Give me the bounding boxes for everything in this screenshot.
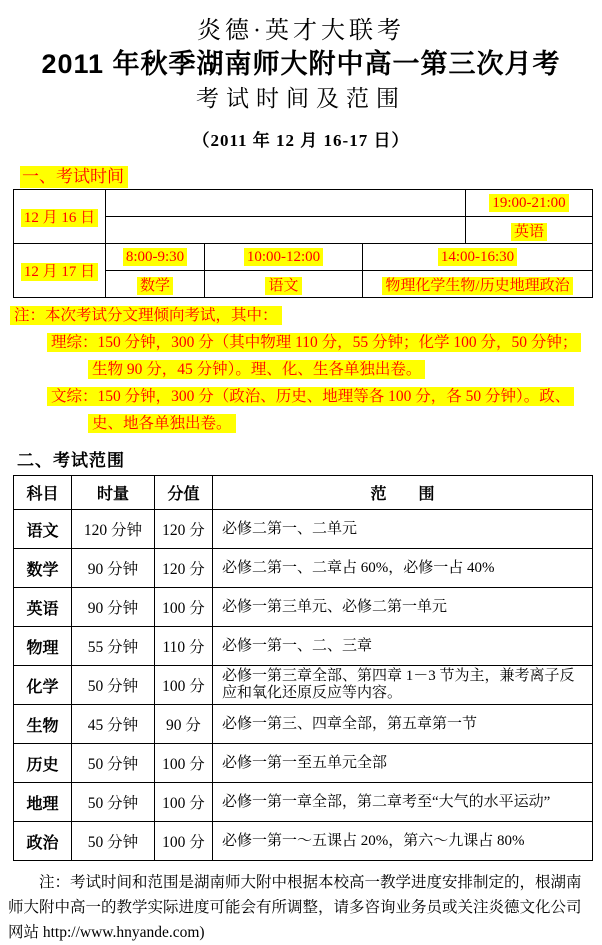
table-row xyxy=(14,510,593,549)
subject-cell: 英语 xyxy=(14,588,72,627)
evening-subject-text: 英语 xyxy=(511,223,547,241)
scope-cell: 必修一第一章全部，第二章考至“大气的水平运动” xyxy=(213,783,593,822)
section1-heading xyxy=(20,162,602,187)
exam-scope-table-wrap xyxy=(13,475,602,861)
note-line-text: 注：本次考试分文理倾向考试，其中： xyxy=(10,306,282,325)
header-subject: 科目 xyxy=(14,476,72,510)
duration-cell: 90 分钟 xyxy=(72,588,155,627)
slot1-subject-cell xyxy=(106,271,205,298)
subject-cell: 地理 xyxy=(14,783,72,822)
subject-cell: 语文 xyxy=(14,510,72,549)
scope-cell: 必修一第三、四章全部，第五章第一节 xyxy=(213,705,593,744)
subject-cell: 物理 xyxy=(14,627,72,666)
duration-cell: 120 分钟 xyxy=(72,510,155,549)
note-line xyxy=(47,333,602,353)
table-header-row xyxy=(14,476,593,510)
table-row xyxy=(14,705,593,744)
slot3-subject-cell xyxy=(363,271,593,298)
section2-heading: 二、考试范围 xyxy=(17,451,125,470)
scope-cell: 必修一第一～五课占 20%，第六～九课占 80% xyxy=(213,822,593,861)
scope-cell: 必修二第一、二章占 60%，必修一占 40% xyxy=(213,549,593,588)
subject-cell: 化学 xyxy=(14,666,72,705)
subject-cell: 生物 xyxy=(14,705,72,744)
header-score: 分值 xyxy=(155,476,213,510)
evening-subject-cell xyxy=(466,217,593,244)
table-row xyxy=(14,666,593,705)
scope-cell: 必修一第一至五单元全部 xyxy=(213,744,593,783)
note-line xyxy=(10,306,602,326)
table-row xyxy=(14,244,593,271)
empty-cell xyxy=(106,190,466,217)
slot3-subject-text: 物理化学生物/历史地理政治 xyxy=(382,277,572,295)
duration-cell: 90 分钟 xyxy=(72,549,155,588)
table-row xyxy=(14,744,593,783)
duration-cell: 50 分钟 xyxy=(72,666,155,705)
main-title: 2011 年秋季湖南师大附中高一第三次月考 xyxy=(41,49,561,79)
slot2-time-cell xyxy=(205,244,363,271)
exam-notes xyxy=(0,306,602,434)
empty-cell xyxy=(106,217,466,244)
header-scope: 范 围 xyxy=(213,476,593,510)
footer-note: 注：考试时间和范围是湖南师大附中根据本校高一教学进度安排制定的，根湖南师大附中高一的教学实际进度可能会有所调整，请多咨询业务员或关注炎德文化公司网站 http://www.hnyande.com) xyxy=(8,874,582,941)
date-dec17-text: 12 月 17 日 xyxy=(21,263,98,281)
table-row xyxy=(14,627,593,666)
table-row xyxy=(14,190,593,217)
slot2-subject-cell xyxy=(205,271,363,298)
subject-cell: 数学 xyxy=(14,549,72,588)
scope-cell: 必修一第三单元、必修二第一单元 xyxy=(213,588,593,627)
exam-time-table xyxy=(13,189,593,298)
slot2-subject-text: 语文 xyxy=(265,277,301,295)
date-dec16-text: 12 月 16 日 xyxy=(21,209,98,227)
exam-time-table-wrap xyxy=(13,189,602,298)
brand-title: 炎德·英才大联考 xyxy=(197,18,405,44)
note-line xyxy=(88,360,602,380)
date-cell-dec17 xyxy=(14,244,106,298)
scope-cell: 必修一第三章全部、第四章 1－3 节为主，兼考离子反应和氧化还原反应等内容。 xyxy=(213,666,593,705)
slot3-time-text: 14:00-16:30 xyxy=(438,248,517,266)
slot1-time-text: 8:00-9:30 xyxy=(123,248,187,266)
subtitle: 考试时间及范围 xyxy=(196,86,406,111)
exam-dates: （2011 年 12 月 16-17 日） xyxy=(192,131,410,150)
evening-time-text: 19:00-21:00 xyxy=(489,194,568,212)
score-cell: 120 分 xyxy=(155,549,213,588)
table-row xyxy=(14,783,593,822)
score-cell: 100 分 xyxy=(155,783,213,822)
score-cell: 100 分 xyxy=(155,588,213,627)
exam-scope-table xyxy=(13,475,593,861)
note-line xyxy=(47,387,602,407)
note-line-text: 理综：150 分钟，300 分（其中物理 110 分，55 分钟；化学 100 分，50 分钟； xyxy=(47,333,581,352)
section1-heading-text: 一、考试时间 xyxy=(20,166,128,188)
score-cell: 120 分 xyxy=(155,510,213,549)
date-cell-dec16 xyxy=(14,190,106,244)
note-line xyxy=(88,414,602,434)
slot3-time-cell xyxy=(363,244,593,271)
scope-cell: 必修一第一、二、三章 xyxy=(213,627,593,666)
subject-cell: 政治 xyxy=(14,822,72,861)
note-line-text: 文综：150 分钟，300 分（政治、历史、地理等各 100 分，各 50 分钟）。政、 xyxy=(47,387,574,406)
duration-cell: 50 分钟 xyxy=(72,744,155,783)
score-cell: 90 分 xyxy=(155,705,213,744)
table-row xyxy=(14,588,593,627)
slot1-time-cell xyxy=(106,244,205,271)
note-line-text: 生物 90 分，45 分钟）。理、化、生各单独出卷。 xyxy=(88,360,425,379)
duration-cell: 50 分钟 xyxy=(72,822,155,861)
duration-cell: 45 分钟 xyxy=(72,705,155,744)
scope-cell: 必修二第一、二单元 xyxy=(213,510,593,549)
note-line-text: 史、地各单独出卷。 xyxy=(88,414,236,433)
slot1-subject-text: 数学 xyxy=(137,277,173,295)
table-row xyxy=(14,549,593,588)
evening-time-cell xyxy=(466,190,593,217)
table-row xyxy=(14,822,593,861)
score-cell: 100 分 xyxy=(155,822,213,861)
subject-cell: 历史 xyxy=(14,744,72,783)
header-duration: 时量 xyxy=(72,476,155,510)
score-cell: 100 分 xyxy=(155,744,213,783)
score-cell: 110 分 xyxy=(155,627,213,666)
duration-cell: 55 分钟 xyxy=(72,627,155,666)
slot2-time-text: 10:00-12:00 xyxy=(244,248,323,266)
duration-cell: 50 分钟 xyxy=(72,783,155,822)
score-cell: 100 分 xyxy=(155,666,213,705)
